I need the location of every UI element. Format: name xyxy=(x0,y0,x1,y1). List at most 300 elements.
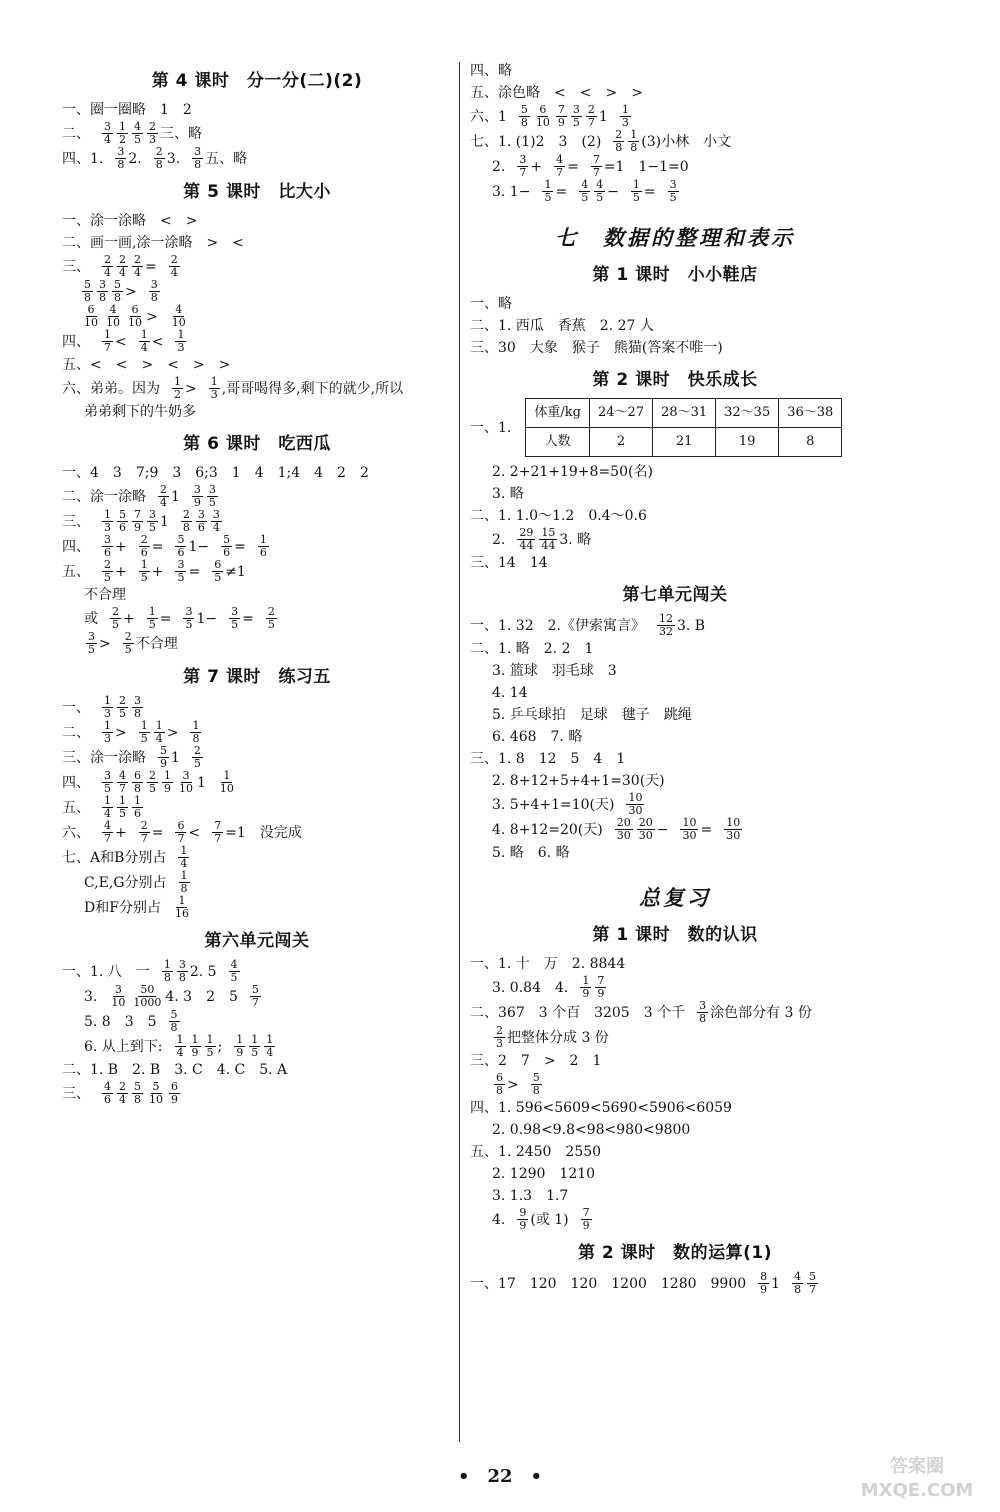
answer-text: 3. 篮球 羽毛球 3 xyxy=(492,663,617,679)
answer-text: 一、 xyxy=(62,699,90,716)
fraction xyxy=(539,527,557,552)
denominator: 8 xyxy=(178,971,186,984)
numerator: 3 xyxy=(193,483,201,496)
answer-text: 把整体分成 3 份 xyxy=(507,1029,609,1046)
answer-line xyxy=(62,895,452,920)
numerator: 5 xyxy=(84,278,91,291)
fraction xyxy=(626,792,644,817)
denominator: 5 xyxy=(148,618,156,631)
fraction xyxy=(131,984,163,1009)
numerator: 7 xyxy=(134,508,141,521)
numerator: 4 xyxy=(119,769,126,782)
left-column xyxy=(62,60,452,1106)
answer-line xyxy=(470,1271,880,1296)
denominator: 7 xyxy=(119,782,126,795)
answer-text: 3. 略 xyxy=(492,486,524,502)
fraction xyxy=(519,104,530,129)
answer-text: 一、1. 32 2.《伊索寓言》 xyxy=(470,617,645,634)
numerator: 5 xyxy=(809,1270,817,1283)
numerator: 4 xyxy=(230,958,238,971)
fraction xyxy=(613,129,624,154)
answer-text: = xyxy=(188,563,201,580)
numerator: 1 xyxy=(119,794,126,807)
fraction xyxy=(205,1034,216,1059)
numerator: 1 xyxy=(140,719,148,732)
answer-line xyxy=(470,104,880,129)
denominator: 44 xyxy=(519,539,534,552)
fraction xyxy=(758,1271,769,1296)
denominator: 30 xyxy=(616,829,631,842)
table-cell: 21 xyxy=(653,428,716,457)
fraction xyxy=(132,795,143,820)
denominator: 10 xyxy=(111,996,126,1009)
fraction xyxy=(97,279,108,304)
fraction xyxy=(102,820,113,845)
denominator: 9 xyxy=(582,987,590,1000)
answer-line xyxy=(470,552,880,574)
answer-text: ; xyxy=(217,1038,223,1055)
answer-text: 1− xyxy=(188,538,210,555)
numerator: 2 xyxy=(134,253,141,266)
answer-text: < xyxy=(151,333,164,350)
numerator: 3 xyxy=(117,145,125,158)
fraction xyxy=(179,870,190,895)
numerator: 5 xyxy=(520,103,528,116)
answer-text: 5. 略 6. 略 xyxy=(492,845,570,861)
answer-text: 3. 0.84 4. xyxy=(492,979,569,996)
denominator: 8 xyxy=(117,158,125,171)
denominator: 6 xyxy=(104,546,111,559)
answer-text: 4. 14 xyxy=(492,685,528,701)
numerator: 2 xyxy=(104,253,111,266)
answer-text: 三、 xyxy=(62,513,90,530)
fraction xyxy=(175,559,186,584)
denominator: 8 xyxy=(99,291,106,304)
answer-line xyxy=(62,304,452,329)
denominator: 8 xyxy=(520,116,528,129)
denominator: 5 xyxy=(572,116,580,129)
fraction xyxy=(266,606,277,631)
denominator: 8 xyxy=(134,1093,141,1106)
numerator: 1 xyxy=(104,719,111,732)
fraction xyxy=(102,534,113,559)
answer-text: 4. xyxy=(492,1211,506,1228)
numerator: 2 xyxy=(140,819,148,832)
answer-text: 3. 1− xyxy=(492,183,531,200)
fraction xyxy=(234,1034,245,1059)
numerator: 3 xyxy=(194,145,202,158)
denominator: 10 xyxy=(535,116,550,129)
denominator: 9 xyxy=(597,987,605,1000)
answer-line xyxy=(470,792,880,817)
denominator: 9 xyxy=(582,1219,590,1232)
answer-line xyxy=(470,527,880,552)
fraction xyxy=(154,720,165,745)
fraction xyxy=(212,820,223,845)
denominator: 3 xyxy=(104,732,111,745)
answer-line xyxy=(62,232,452,254)
denominator: 7 xyxy=(587,116,595,129)
numerator: 2 xyxy=(149,769,156,782)
denominator: 5 xyxy=(214,571,222,584)
section-heading: 第 5 课时 比大小 xyxy=(183,182,331,202)
denominator: 5 xyxy=(104,782,111,795)
numerator: 1 xyxy=(582,974,590,987)
denominator: 8 xyxy=(84,291,91,304)
numerator: 6 xyxy=(134,769,141,782)
denominator: 4 xyxy=(170,266,178,279)
denominator: 5 xyxy=(596,191,604,204)
answer-text: 5. 乒乓球拍 足球 毽子 跳绳 xyxy=(492,707,692,723)
numerator: 3 xyxy=(212,508,220,521)
numerator: 1 xyxy=(191,1033,199,1046)
fraction xyxy=(117,254,128,279)
fraction xyxy=(147,121,158,146)
answer-text: 四、1. xyxy=(62,150,104,167)
answer-line xyxy=(470,154,880,179)
fraction xyxy=(494,1025,505,1050)
denominator: 10 xyxy=(84,316,98,329)
numerator: 20 xyxy=(616,816,631,829)
numerator: 5 xyxy=(114,278,121,291)
numerator: 1 xyxy=(140,558,148,571)
answer-line xyxy=(470,483,880,505)
numerator: 6 xyxy=(171,1080,178,1093)
numerator: 10 xyxy=(682,816,697,829)
answer-line xyxy=(62,146,452,171)
answer-line xyxy=(62,984,452,1009)
unit-heading: 总复习 xyxy=(639,885,711,910)
numerator: 1 xyxy=(155,719,163,732)
answer-text: 六、1 xyxy=(470,108,507,125)
denominator: 9 xyxy=(557,116,565,129)
answer-text: 三、 xyxy=(62,258,90,275)
answer-line xyxy=(470,1097,880,1119)
fraction xyxy=(132,509,143,534)
answer-text: 四、 xyxy=(62,774,90,791)
fraction xyxy=(581,1207,592,1232)
page-number: • 22 • xyxy=(457,1466,543,1487)
answer-line xyxy=(470,726,880,748)
fraction xyxy=(534,104,552,129)
numerator: 10 xyxy=(726,816,741,829)
fraction xyxy=(249,1034,260,1059)
answer-line xyxy=(62,695,452,720)
fraction xyxy=(807,1271,818,1296)
column-divider xyxy=(459,62,460,1442)
denominator: 4 xyxy=(266,1046,274,1059)
answer-line xyxy=(470,129,880,154)
answer-text: =1 没完成 xyxy=(225,824,302,841)
numerator: 3 xyxy=(699,999,707,1012)
fraction xyxy=(158,745,169,770)
fraction xyxy=(209,376,220,401)
numerator: 4 xyxy=(134,120,141,133)
denominator: 4 xyxy=(140,341,148,354)
denominator: 5 xyxy=(193,757,201,770)
fraction xyxy=(117,795,128,820)
answer-line xyxy=(470,748,880,770)
answer-text: 一、圈一圈略 1 2 xyxy=(62,102,192,118)
numerator: 20 xyxy=(638,816,653,829)
answer-line xyxy=(470,613,880,638)
answer-text: 2. xyxy=(492,158,506,175)
numerator: 6 xyxy=(177,819,185,832)
answer-text: > xyxy=(115,724,127,741)
numerator: 1 xyxy=(259,533,267,546)
fraction xyxy=(123,631,134,656)
fraction xyxy=(620,104,631,129)
fraction xyxy=(792,1271,803,1296)
answer-text: 一、1. 十 万 2. 8844 xyxy=(470,956,626,972)
numerator: 4 xyxy=(581,178,589,191)
answer-text: 二、1. B 2. B 3. C 4. C 5. A xyxy=(62,1062,288,1078)
answer-line xyxy=(470,770,880,792)
fraction xyxy=(517,527,535,552)
numerator: 1 xyxy=(180,869,188,882)
denominator: 30 xyxy=(726,829,741,842)
numerator: 29 xyxy=(519,526,534,539)
answer-text: 1 xyxy=(171,749,180,766)
answer-line xyxy=(62,509,452,534)
answer-text: ≠1 xyxy=(225,563,246,580)
fraction xyxy=(139,534,150,559)
fraction xyxy=(579,179,590,204)
denominator: 8 xyxy=(182,521,190,534)
answer-text: 五、< < > < > > xyxy=(62,357,231,373)
denominator: 4 xyxy=(134,266,141,279)
answer-line xyxy=(62,606,452,631)
numerator: 1 xyxy=(148,605,156,618)
answer-text: > xyxy=(507,1076,519,1093)
numerator: 1 xyxy=(176,1033,184,1046)
answer-text: > xyxy=(125,283,137,300)
answer-line xyxy=(470,461,880,483)
answer-text: 一、1. 八 一 xyxy=(62,963,150,980)
numerator: 2 xyxy=(104,558,111,571)
denominator: 4 xyxy=(104,266,111,279)
answer-text: 弟弟剩下的牛奶多 xyxy=(84,404,196,420)
answer-line xyxy=(62,720,452,745)
answer-line xyxy=(470,179,880,204)
answer-text: 一、涂一涂略 < > xyxy=(62,213,198,229)
fraction xyxy=(628,129,639,154)
numerator: 12 xyxy=(658,612,673,625)
numerator: 4 xyxy=(104,1080,111,1093)
section-heading: 第七单元闯关 xyxy=(622,585,728,605)
denominator: 5 xyxy=(104,571,111,584)
numerator: 2 xyxy=(155,145,163,158)
answer-text: 1 xyxy=(598,108,608,125)
denominator: 2 xyxy=(119,133,126,146)
fraction xyxy=(229,606,240,631)
answer-text: 二、1. 1.0～1.2 0.4～0.6 xyxy=(470,508,647,524)
denominator: 8 xyxy=(194,158,202,171)
answer-text: + xyxy=(115,538,127,555)
answer-text: 2. 1290 1210 xyxy=(492,1166,596,1182)
answer-text: = xyxy=(567,158,579,175)
answer-line xyxy=(62,1034,452,1059)
answer-line xyxy=(470,1141,880,1163)
fraction xyxy=(595,975,606,1000)
answer-line xyxy=(470,842,880,864)
denominator: 5 xyxy=(185,618,193,631)
fraction xyxy=(212,559,223,584)
table-cell: 32～35 xyxy=(716,399,779,428)
numerator: 1 xyxy=(180,844,188,857)
numerator: 3 xyxy=(104,533,111,546)
numerator: 1 xyxy=(210,375,218,388)
denominator: 5 xyxy=(206,1046,214,1059)
denominator: 3 xyxy=(104,521,111,534)
numerator: 6 xyxy=(214,558,222,571)
denominator: 4 xyxy=(119,266,126,279)
answer-text: 涂色部分有 3 份 xyxy=(710,1004,812,1021)
fraction xyxy=(132,770,143,795)
denominator: 9 xyxy=(236,1046,244,1059)
numerator: 5 xyxy=(532,1071,540,1084)
fraction xyxy=(102,254,113,279)
denominator: 8 xyxy=(192,732,200,745)
fraction xyxy=(169,254,180,279)
answer-line xyxy=(470,82,880,104)
answer-line xyxy=(62,376,452,401)
answer-line xyxy=(470,315,880,337)
answer-text: 一、略 xyxy=(470,296,512,312)
numerator: 3 xyxy=(208,483,216,496)
denominator: 6 xyxy=(197,521,205,534)
numerator: 3 xyxy=(149,508,156,521)
numerator: 5 xyxy=(152,1080,160,1093)
watermark-bottom: MXQE.COM xyxy=(860,1480,974,1501)
denominator: 3 xyxy=(496,1037,503,1050)
numerator: 3 xyxy=(669,178,677,191)
fraction xyxy=(192,146,203,171)
denominator: 9 xyxy=(193,496,201,509)
denominator: 5 xyxy=(119,807,126,820)
fraction xyxy=(139,720,150,745)
numerator: 2 xyxy=(615,128,623,141)
answer-text: > xyxy=(166,724,179,741)
numerator: 3 xyxy=(104,120,111,133)
numerator: 2 xyxy=(124,630,132,643)
denominator: 9 xyxy=(164,782,171,795)
watermark-top: 答案圈 xyxy=(890,1456,944,1477)
denominator: 8 xyxy=(134,707,141,720)
answer-text: 二、画一画,涂一涂略 > < xyxy=(62,235,244,251)
answer-text: 四、 xyxy=(62,538,90,555)
numerator: 2 xyxy=(587,103,595,116)
numerator: 1 xyxy=(266,1033,274,1046)
denominator: 7 xyxy=(104,341,111,354)
denominator: 44 xyxy=(541,539,556,552)
fraction xyxy=(82,304,100,329)
section-heading: 第 4 课时 分一分(二)(2) xyxy=(151,71,363,91)
numerator: 4 xyxy=(794,1270,802,1283)
numerator: 7 xyxy=(582,1206,590,1219)
denominator: 4 xyxy=(212,521,220,534)
answer-text: 2. 2+21+19+8=50(名) xyxy=(492,464,653,480)
numerator: 4 xyxy=(109,303,117,316)
table-cell: 体重/kg xyxy=(526,399,590,428)
answer-line xyxy=(62,631,452,656)
answer-text: 3. xyxy=(84,988,98,1005)
numerator: 6 xyxy=(87,303,95,316)
answer-line xyxy=(62,254,452,279)
denominator: 8 xyxy=(170,1021,178,1034)
fraction xyxy=(494,1072,505,1097)
denominator: 30 xyxy=(628,804,643,817)
answer-text: 六、 xyxy=(62,824,90,841)
answer-text: 或 xyxy=(84,610,98,627)
numerator: 6 xyxy=(539,103,547,116)
fraction xyxy=(192,484,203,509)
denominator: 10 xyxy=(219,782,234,795)
denominator: 3 xyxy=(104,707,111,720)
answer-text: 七、1. (1)2 3 (2) xyxy=(470,133,602,150)
fraction xyxy=(175,329,186,354)
answer-line xyxy=(470,953,880,975)
section-heading: 第 1 课时 小小鞋店 xyxy=(592,265,758,285)
answer-text: 4. 3 2 5 xyxy=(165,988,238,1005)
fraction xyxy=(154,146,165,171)
denominator: 10 xyxy=(128,316,142,329)
fraction xyxy=(591,154,602,179)
fraction xyxy=(724,817,742,842)
answer-line xyxy=(470,398,880,457)
denominator: 9 xyxy=(519,1219,527,1232)
denominator: 6 xyxy=(104,1093,111,1106)
numerator: 1 xyxy=(178,894,186,907)
fraction xyxy=(102,509,113,534)
answer-line xyxy=(62,820,452,845)
fraction xyxy=(580,975,591,1000)
answer-text: 2. 0.98<9.8<98<980<9800 xyxy=(492,1122,691,1138)
data-table xyxy=(525,398,842,457)
section-heading: 第 7 课时 练习五 xyxy=(183,667,331,687)
numerator: 2 xyxy=(149,120,156,133)
denominator: 9 xyxy=(191,1046,199,1059)
fraction xyxy=(132,121,143,146)
answer-text: − xyxy=(656,821,669,838)
fraction xyxy=(147,770,158,795)
numerator: 1 xyxy=(177,328,185,341)
fraction xyxy=(86,631,97,656)
numerator: 2 xyxy=(193,744,201,757)
fraction xyxy=(177,770,195,795)
numerator: 3 xyxy=(182,769,190,782)
answer-line xyxy=(470,1119,880,1141)
denominator: 5 xyxy=(140,571,148,584)
denominator: 3 xyxy=(210,388,218,401)
answer-line xyxy=(62,584,452,606)
denominator: 10 xyxy=(106,316,120,329)
fraction xyxy=(149,279,160,304)
denominator: 2 xyxy=(174,388,181,401)
answer-text: = xyxy=(151,824,164,841)
answer-text: 四、 xyxy=(62,333,90,350)
answer-text: = xyxy=(145,258,157,275)
denominator: 5 xyxy=(119,707,126,720)
answer-line xyxy=(62,99,452,121)
answer-text: + xyxy=(115,824,127,841)
answer-line xyxy=(470,1000,880,1025)
fraction xyxy=(196,509,207,534)
fraction xyxy=(221,534,232,559)
answer-text: 二、1. 西瓜 香蕉 2. 27 人 xyxy=(470,318,654,334)
fraction xyxy=(139,559,150,584)
numerator: 3 xyxy=(572,103,580,116)
